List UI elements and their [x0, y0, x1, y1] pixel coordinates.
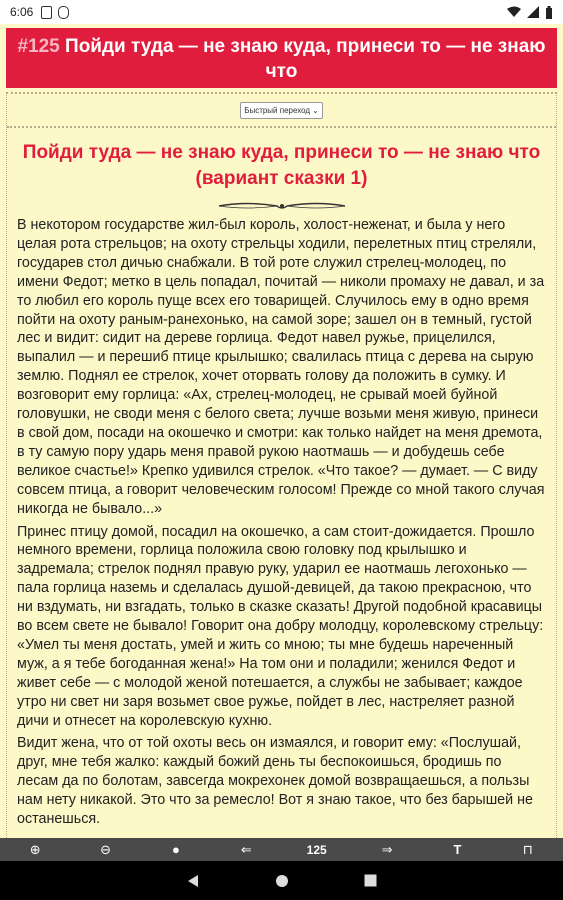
story-title: Пойди туда — не знаю куда, принеси то — не знаю что: [22, 142, 541, 163]
recents-icon[interactable]: [364, 874, 377, 887]
story-paragraph: Принес птицу домой, посадил на окошечко, а сам стоит-дожидается. Прошло немного времени, горлица положила свою головку под крылышко и задремала; стрелок поднял правую руку, ударил ее наотмашь легохонько — пала горлица наземь и сделалась душой-девицей, да такою прекрасною, что ни вздумать, ни взгадать, только в сказке сказать! Другой подобной красавицы во всем свете не бывало! Говорит она добру молодцу, королевскому стрельцу: «Умел ты меня достать, умей и жить со мною; ты мне будешь нареченный муж, а я тебе богоданная жена!» На том они и поладили; женился Федот и живет себе — с молодой женой потешается, а службы не забывает; каждое утро ни свет ни заря возьмет свое ружье, пойдет в лес, настреляет разной дичи и отнесет на королевскую кухню.: [17, 523, 544, 729]
zoom-in-icon[interactable]: ⊕: [29, 841, 41, 857]
bookmark-icon[interactable]: ⊓: [522, 841, 533, 857]
story-paragraph: В некотором государстве жил-был король, холост-неженат, и была у него целая рота стрельцов; на охоту стрельцы ходили, перелетных птиц стреляли, государев стол дичью снабжали. В той роте служил стрелец-молодец, по имени Федот; метко в цель попадал, почитай — николи промаху не давал, и за то любил его король пуще всех его товарищей. Случилось ему в одно время пойти на охоту раным-ранехонько, на самой зоре; зашел он в темный, густой лес и видит: сидит на дереве горлица. Федот навел ружье, прицелился, выпалил — и перешиб птице крылышко; свалилась птица с дерева на сырую землю. Поднял ее стрелок, хочет оторвать голову да положить в сумку. И возговорит ему горлица: «Ах, стрелец-молодец, не срывай моей буйной головушки, не своди меня с белого света; лучше возьми меня живую, принеси в свой дом, посади на окошечко и смотри: как только найдет на меня дремота, в ту самую пору ударь меня правой рукою наотмашь — и добудешь себе великое счастье!» Крепко удивился стрелок. «Что такое? — думает. — С виду совсем птица, а говорит человеческим голосом! Прежде со мной такого случая никогда не бывало...»: [17, 217, 545, 517]
night-mode-icon[interactable]: ●: [172, 842, 180, 857]
status-bar: [0, 0, 563, 24]
header-title: Пойди туда — не знаю куда, принеси то — не знаю что: [65, 36, 546, 82]
battery-icon: [545, 6, 553, 19]
story-content[interactable]: [6, 92, 557, 838]
back-icon[interactable]: [186, 874, 200, 888]
storage-icon: [58, 6, 69, 19]
story-text: [7, 216, 556, 829]
bottom-toolbar: [0, 838, 563, 861]
story-number: #125: [17, 36, 60, 57]
ornament-divider-icon: [7, 198, 556, 208]
story-page-number[interactable]: 125: [306, 842, 327, 857]
story-paragraph: Видит жена, что от той охоты весь он измаялся, и говорит ему: «Послушай, друг, мне тебя жалко: каждый божий день ты беспокоишься, бродишь по лесам да по болотам, завсегда мокрехонек домой возвращаешься, а пользы нам нету никакой. Это что за ремесло! Вот я знаю такое, что без барышей не останешься.: [17, 735, 533, 828]
page-header: [0, 24, 563, 92]
status-icons-right: [507, 6, 553, 19]
next-story-icon[interactable]: ⇒: [381, 841, 393, 857]
notification-icon: [41, 6, 52, 19]
wifi-icon: [507, 6, 521, 18]
quick-jump-select[interactable]: [240, 102, 323, 119]
header-banner: [6, 28, 557, 88]
quick-jump-label: Быстрый переход: [244, 106, 311, 115]
previous-story-icon[interactable]: ⇐: [240, 841, 252, 857]
status-icons-left: [41, 6, 69, 19]
story-title-block: [15, 140, 548, 192]
home-icon[interactable]: [275, 874, 289, 888]
signal-icon: [527, 6, 539, 18]
status-time: 6:06: [10, 5, 34, 19]
font-icon[interactable]: T: [453, 842, 462, 857]
system-nav-bar: [0, 861, 563, 900]
quick-jump-row: [7, 94, 556, 128]
zoom-out-icon[interactable]: ⊖: [100, 841, 112, 857]
story-subtitle: (вариант сказки 1): [195, 168, 368, 189]
chevron-down-icon: ⌄: [312, 106, 319, 115]
